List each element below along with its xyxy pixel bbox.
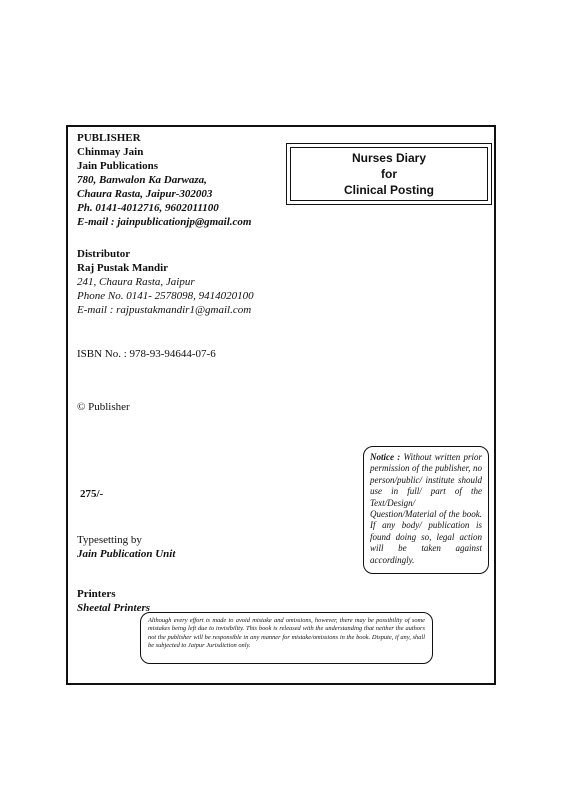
disclaimer-text: Although every effort is made to avoid mistake and omissions, however, there may be possibility of some mistakes being left due to invisibility. This book is released with the understanding that neither the authors not the publisher will be responsible in any manner for mistake/omissions in the book. Dispute, if any, shall be subjected to Jaipur Jurisdiction only. <box>148 617 425 649</box>
publisher-phone: Ph. 0141-4012716, 9602011100 <box>77 202 219 214</box>
typesetting-name: Jain Publication Unit <box>77 548 176 560</box>
price-text: 275/- <box>80 488 104 500</box>
title-line-2: for <box>381 167 397 181</box>
typesetting-heading: Typesetting by <box>77 534 142 546</box>
disclaimer-box <box>140 612 433 664</box>
isbn-text: ISBN No. : 978-93-94644-07-6 <box>77 348 216 360</box>
typesetting-block <box>77 533 175 561</box>
distributor-block <box>77 247 254 317</box>
publisher-heading: PUBLISHER <box>77 132 141 144</box>
printers-heading: Printers <box>77 588 116 600</box>
printers-block <box>77 587 150 615</box>
publisher-block <box>77 131 251 229</box>
title-line-1: Nurses Diary <box>351 151 427 165</box>
printers-name: Sheetal Printers <box>77 602 151 614</box>
publisher-email: E-mail : jainpublicationjp@gmail.com <box>77 216 252 228</box>
distributor-address: 241, Chaura Rasta, Jaipur <box>77 276 195 288</box>
distributor-email: E-mail : rajpustakmandir1@gmail.com <box>77 304 252 316</box>
notice-text: Without written prior permission of the publisher, no person/public/ institute should use in full/ part of the Text/Design/ Question/Material of the book. If any body/ publication is found doing so, legal action will be taken against accordingly. <box>370 452 482 565</box>
title-line-3: Clinical Posting <box>343 183 434 197</box>
publisher-name: Chinmay Jain <box>77 146 144 158</box>
distributor-heading: Distributor <box>77 248 131 260</box>
publisher-address-line2: Chaura Rasta, Jaipur-302003 <box>77 188 213 200</box>
notice-label: Notice : <box>370 452 401 462</box>
publisher-company: Jain Publications <box>77 160 158 172</box>
distributor-name: Raj Pustak Mandir <box>77 262 169 274</box>
copyright-text: © Publisher <box>77 401 130 413</box>
distributor-phone: Phone No. 0141- 2578098, 9414020100 <box>77 290 254 302</box>
title-box <box>290 147 488 201</box>
publisher-address-line1: 780, Banwalon Ka Darwaza, <box>77 174 207 186</box>
notice-box <box>363 446 489 574</box>
